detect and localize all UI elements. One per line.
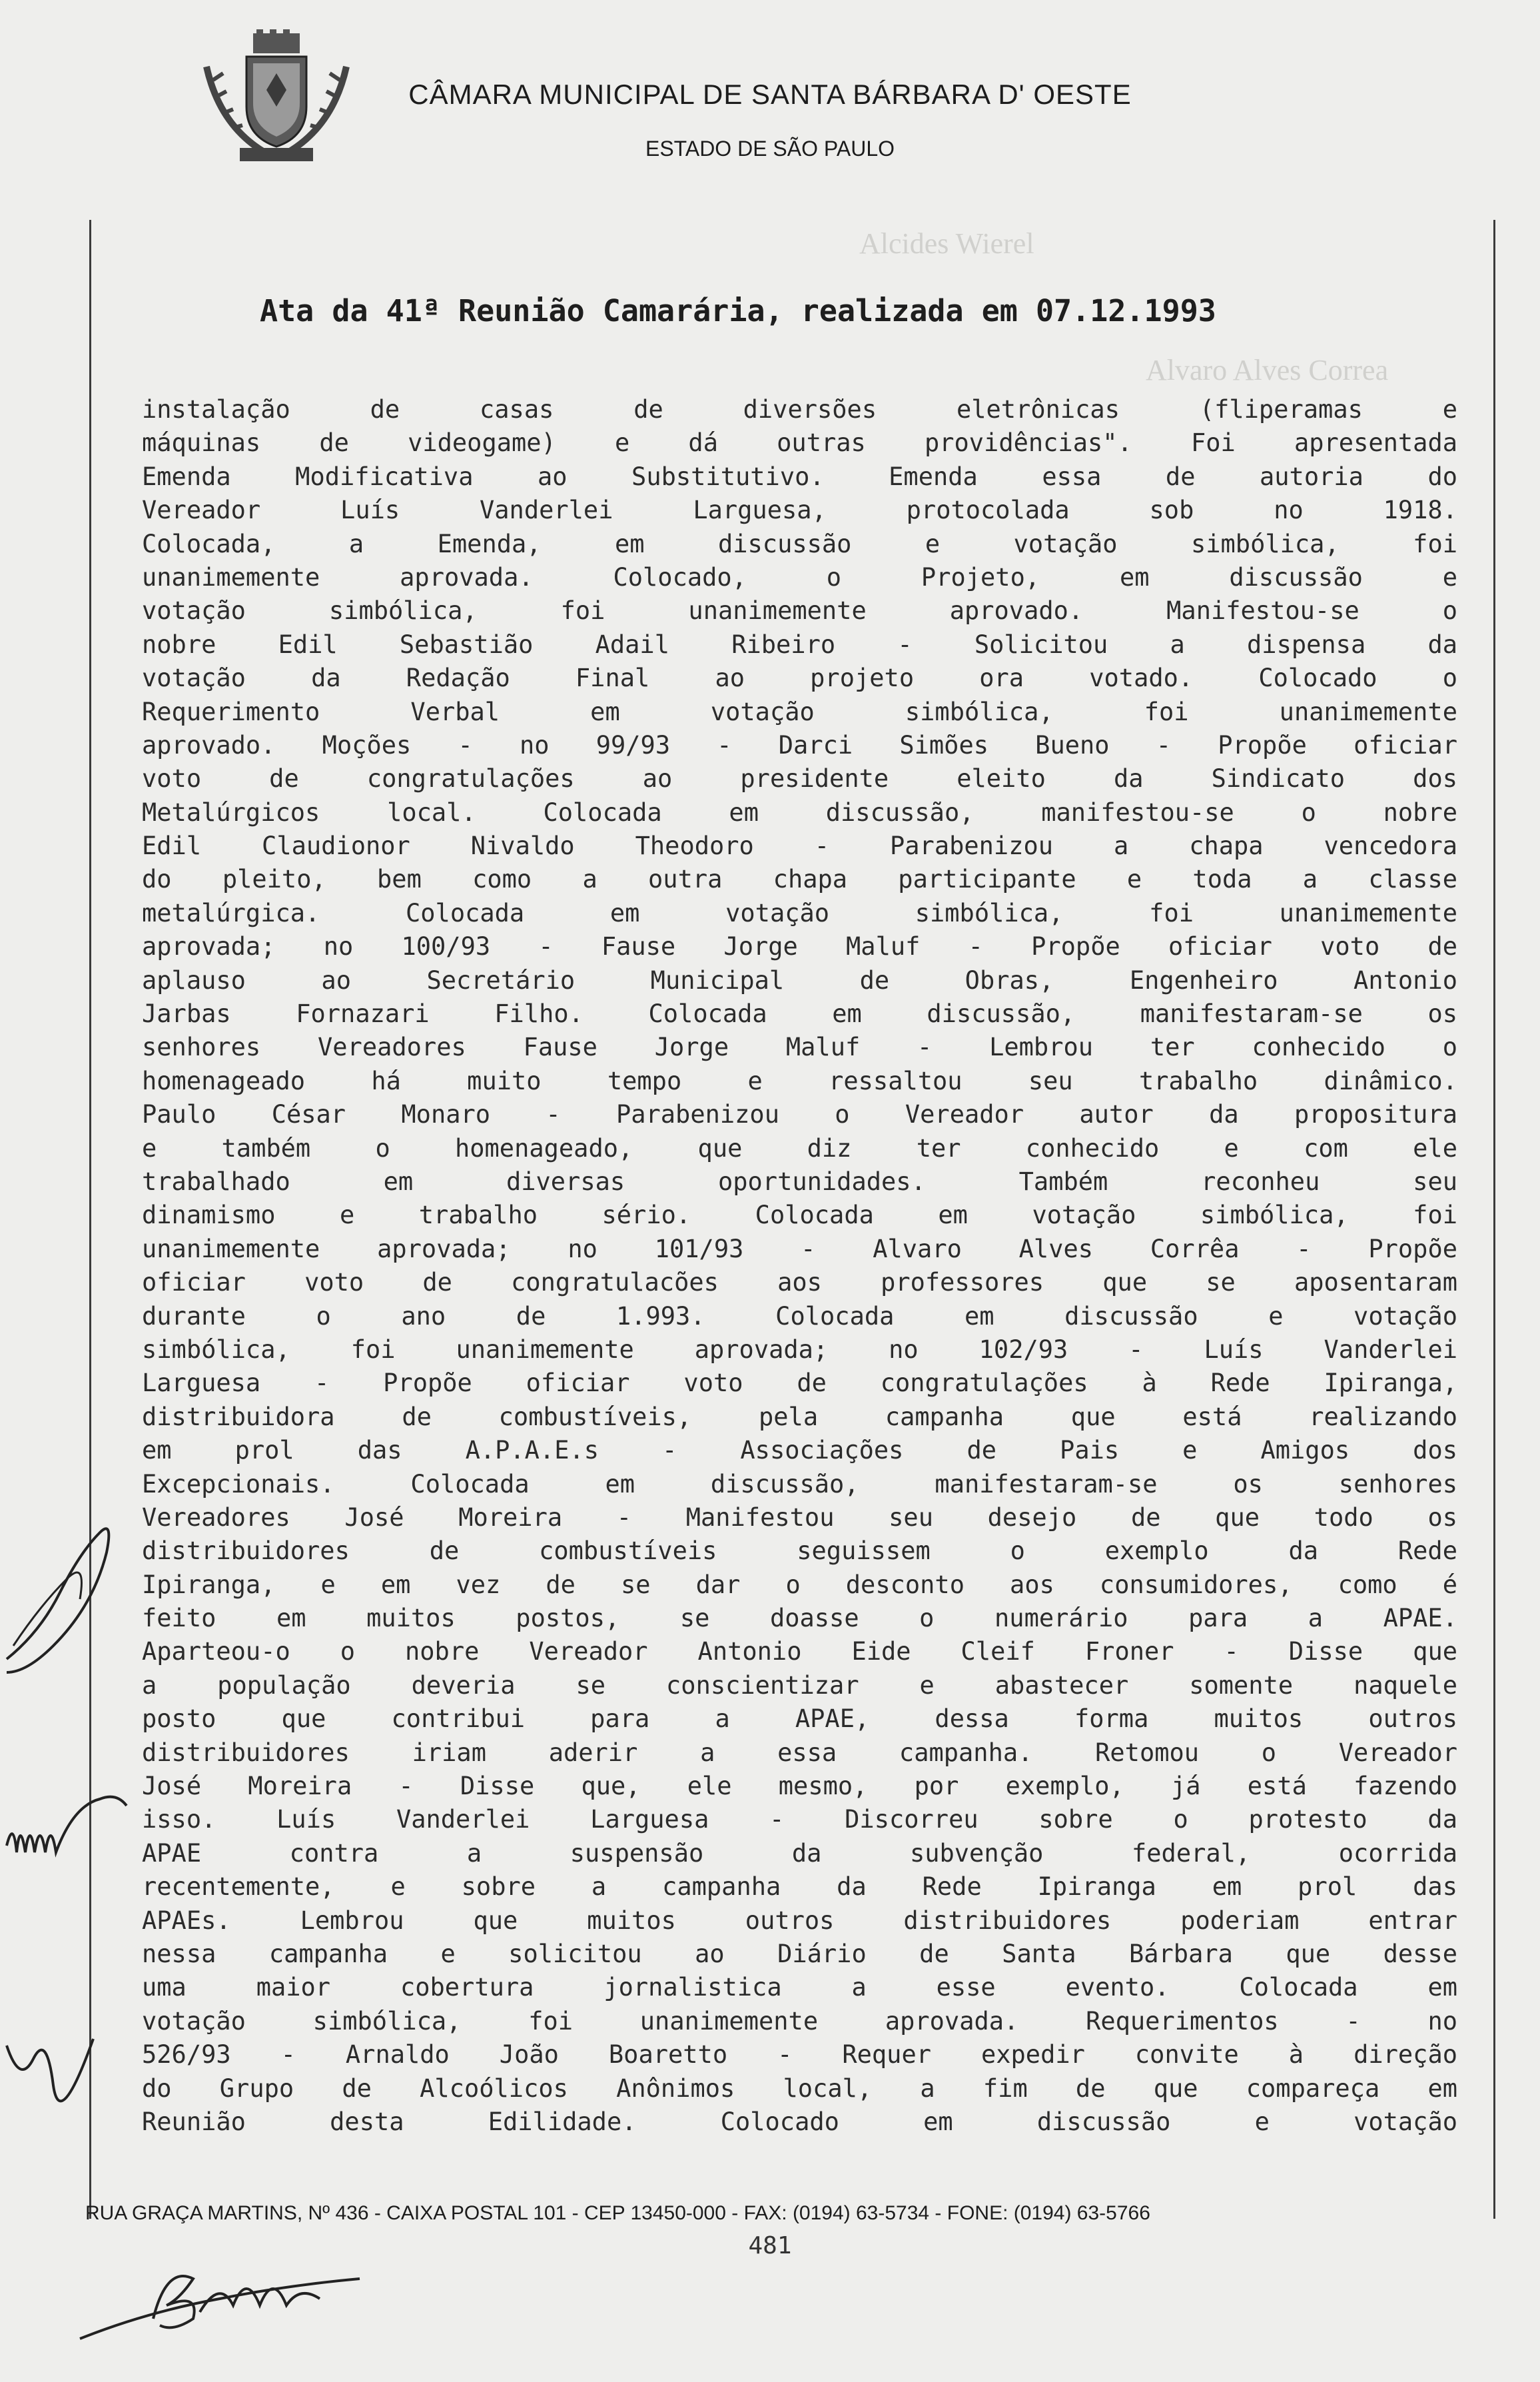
text-line: metalúrgica. Colocada em votação simbólica, foi unanimemente — [142, 898, 1457, 927]
text-line: unanimemente aprovada; no 101/93 - Alvaro Alves Corrêa - Propõe — [142, 1234, 1457, 1263]
text-line: durante o ano de 1.993. Colocada em discussão e votação — [142, 1301, 1457, 1331]
text-line: máquinas de videogame) e dá outras providências". Foi apresentada — [142, 428, 1457, 458]
text-line: feito em muitos postos, se doasse o numerário para a APAE. — [142, 1604, 1457, 1633]
text-line: posto que contribui para a APAE, dessa forma muitos outros — [142, 1704, 1457, 1734]
institution-name: CÂMARA MUNICIPAL DE SANTA BÁRBARA D' OESTE — [408, 79, 1132, 110]
text-line: Requerimento Verbal em votação simbólica, foi unanimemente — [142, 697, 1457, 726]
text-line: Metalúrgicos local. Colocada em discussão, manifestou-se o nobre — [142, 798, 1457, 827]
text-line: homenageado há muito tempo e ressaltou seu trabalho dinâmico. — [142, 1066, 1457, 1095]
text-line: Larguesa - Propõe oficiar voto de congratulações à Rede Ipiranga, — [142, 1369, 1457, 1398]
text-line: Emenda Modificativa ao Substitutivo. Emenda essa de autoria do — [142, 462, 1457, 491]
text-line: isso. Luís Vanderlei Larguesa - Discorreu sobre o protesto da — [142, 1805, 1457, 1834]
text-line: Edil Claudionor Nivaldo Theodoro - Parabenizou a chapa vencedora — [142, 832, 1457, 861]
text-line: votação simbólica, foi unanimemente aprovada. Requerimentos - no — [142, 2006, 1457, 2036]
bottom-signature-icon — [67, 2239, 380, 2352]
text-line: José Moreira - Disse que, ele mesmo, por exemplo, já está fazendo — [142, 1772, 1457, 1801]
right-margin-rule — [1493, 220, 1495, 2219]
text-line: dinamismo e trabalho sério. Colocada em votação simbólica, foi — [142, 1201, 1457, 1230]
text-line: Paulo César Monaro - Parabenizou o Vereador autor da propositura — [142, 1100, 1457, 1129]
text-line: Aparteou-o o nobre Vereador Antonio Eide Cleif Froner - Disse que — [142, 1637, 1457, 1666]
text-line: votação simbólica, foi unanimemente aprovado. Manifestou-se o — [142, 596, 1457, 626]
text-line: unanimemente aprovada. Colocado, o Projeto, em discussão e — [142, 562, 1457, 592]
text-line: Reunião desta Edilidade. Colocado em discussão e votação — [142, 2107, 1457, 2136]
text-line: uma maior cobertura jornalistica a esse evento. Colocada em — [142, 1973, 1457, 2002]
text-line: Ipiranga, e em vez de se dar o desconto aos consumidores, como é — [142, 1570, 1457, 1599]
state-name: ESTADO DE SÃO PAULO — [645, 137, 895, 161]
text-line: APAEs. Lembrou que muitos outros distribuidores poderiam entrar — [142, 1906, 1457, 1935]
text-line: 526/93 - Arnaldo João Boaretto - Requer expedir convite à direção — [142, 2040, 1457, 2070]
left-margin-rule — [89, 220, 91, 2219]
text-line: aplauso ao Secretário Municipal de Obras, Engenheiro Antonio — [142, 965, 1457, 995]
minutes-body — [142, 393, 1457, 2139]
text-line: do pleito, bem como a outra chapa participante e toda a classe — [142, 865, 1457, 894]
text-line: e também o homenageado, que diz ter conhecido e com ele — [142, 1133, 1457, 1163]
text-line: aprovado. Moções - no 99/93 - Darci Simões Bueno - Propõe oficiar — [142, 730, 1457, 760]
text-line: nessa campanha e solicitou ao Diário de Santa Bárbara que desse — [142, 1939, 1457, 1968]
text-line: senhores Vereadores Fause Jorge Maluf - Lembrou ter conhecido o — [142, 1033, 1457, 1062]
minutes-heading: Ata da 41ª Reunião Camarária, realizada em 07.12.1993 — [260, 293, 1216, 328]
text-line: Vereadores José Moreira - Manifestou seu desejo de que todo os — [142, 1502, 1457, 1532]
text-line: votação da Redação Final ao projeto ora votado. Colocado o — [142, 664, 1457, 693]
text-line: do Grupo de Alcoólicos Anônimos local, a fim de que compareça em — [142, 2074, 1457, 2103]
text-line: Colocada, a Emenda, em discussão e votação simbólica, foi — [142, 529, 1457, 558]
text-line: simbólica, foi unanimemente aprovada; no 102/93 - Luís Vanderlei — [142, 1335, 1457, 1364]
text-line: a população deveria se conscientizar e abastecer somente naquele — [142, 1670, 1457, 1700]
text-line: instalação de casas de diversões eletrônicas (fliperamas e — [142, 395, 1457, 424]
text-line: trabalhado em diversas oportunidades. Também reconheu seu — [142, 1167, 1457, 1196]
text-line: distribuidora de combustíveis, pela campanha que está realizando — [142, 1402, 1457, 1431]
text-line: Excepcionais. Colocada em discussão, manifestaram-se os senhores — [142, 1469, 1457, 1498]
text-line: nobre Edil Sebastião Adail Ribeiro - Solicitou a dispensa da — [142, 630, 1457, 659]
text-line: APAE contra a suspensão da subvenção federal, ocorrida — [142, 1838, 1457, 1868]
text-line: aprovada; no 100/93 - Fause Jorge Maluf - Propõe oficiar voto de — [142, 932, 1457, 961]
text-line: distribuidores de combustíveis seguissem o exemplo da Rede — [142, 1536, 1457, 1566]
text-line: Jarbas Fornazari Filho. Colocada em discussão, manifestaram-se os — [142, 999, 1457, 1029]
margin-signature-icon — [0, 2019, 100, 2152]
margin-signature-icon — [0, 1512, 127, 1686]
page-number: 481 — [748, 2232, 792, 2259]
footer-address: RUA GRAÇA MARTINS, Nº 436 - CAIXA POSTAL 101 - CEP 13450-000 - FAX: (0194) 63-5734 - FONE: (0194) 63-5766 — [85, 2202, 1150, 2224]
bleed-through-text: Alvaro Alves Correa — [1146, 354, 1389, 386]
text-line: voto de congratulações ao presidente eleito da Sindicato dos — [142, 764, 1457, 794]
text-line: em prol das A.P.A.E.s - Associações de Pais e Amigos dos — [142, 1436, 1457, 1465]
text-line: distribuidores iriam aderir a essa campanha. Retomou o Vereador — [142, 1738, 1457, 1767]
text-line: recentemente, e sobre a campanha da Rede Ipiranga em prol das — [142, 1872, 1457, 1902]
text-line: Vereador Luís Vanderlei Larguesa, protocolada sob no 1918. — [142, 496, 1457, 525]
bleed-through-text: Alcides Wierel — [859, 227, 1034, 260]
margin-signature-icon — [0, 1792, 133, 1879]
text-line: oficiar voto de congratulacões aos professores que se aposentaram — [142, 1268, 1457, 1297]
